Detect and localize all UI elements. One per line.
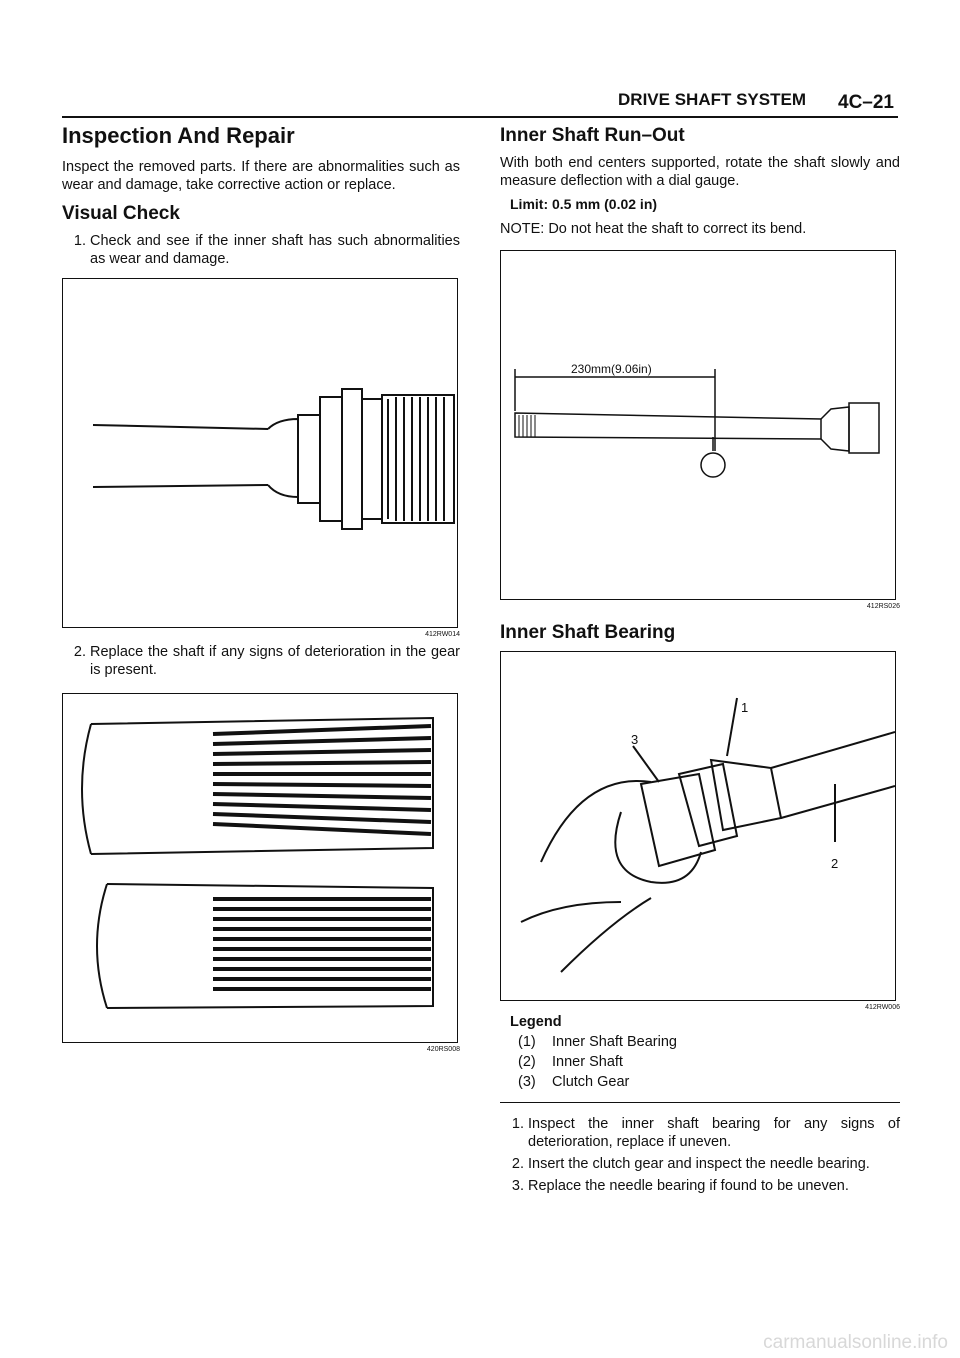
- legend-number: (2): [518, 1054, 536, 1070]
- figure-inner-shaft: [62, 278, 458, 628]
- step-number: 2.: [511, 1156, 524, 1172]
- figure-code: 412RW006: [865, 1004, 900, 1011]
- step-number: 2.: [73, 644, 86, 660]
- bearing-step-2: [500, 1155, 900, 1173]
- step-number: 3.: [511, 1178, 524, 1194]
- gear-splines-illustration: [63, 694, 457, 1042]
- step-number: 1.: [511, 1116, 524, 1132]
- bearing-heading: Inner Shaft Bearing: [500, 622, 676, 643]
- figure-gear-splines: [62, 693, 458, 1043]
- legend-title: Legend: [510, 1014, 562, 1030]
- runout-illustration: [501, 251, 895, 599]
- figure-bearing: [500, 651, 896, 1001]
- figure-code: 412RW014: [425, 631, 460, 638]
- callout-1: 1: [741, 700, 749, 715]
- step-text: Replace the shaft if any signs of deterioration in the gear is present.: [90, 644, 460, 678]
- step-number: 1.: [73, 233, 86, 249]
- legend-item: [510, 1072, 900, 1092]
- inner-shaft-illustration: [63, 279, 457, 627]
- runout-heading: Inner Shaft Run–Out: [500, 125, 685, 146]
- legend-number: (3): [518, 1074, 536, 1090]
- left-column: [62, 122, 460, 1054]
- divider: [500, 1102, 900, 1103]
- figure-code: 412RS026: [866, 603, 900, 610]
- legend-label: Inner Shaft Bearing: [552, 1034, 677, 1050]
- page-header: [62, 86, 898, 118]
- runout-note: NOTE: Do not heat the shaft to correct its bend.: [500, 221, 807, 237]
- legend-item: [510, 1032, 900, 1052]
- figure-code: 420RS008: [426, 1046, 460, 1053]
- step-text: Check and see if the inner shaft has such abnormalities as wear and damage.: [90, 233, 460, 267]
- watermark[interactable]: carmanualsonline.info: [763, 1332, 948, 1353]
- inspection-title: Inspection And Repair: [62, 123, 295, 148]
- callout-3: 3: [631, 732, 639, 747]
- runout-text: With both end centers supported, rotate the shaft slowly and measure deflection with a dial gauge.: [500, 155, 900, 189]
- bearing-illustration: [501, 652, 895, 1000]
- inspection-intro: Inspect the removed parts. If there are abnormalities such as wear and damage, take corrective action or replace.: [62, 159, 460, 193]
- step-text: Inspect the inner shaft bearing for any signs of deterioration, replace if uneven.: [528, 1116, 900, 1150]
- legend-item: [510, 1052, 900, 1072]
- visual-step-1: [62, 232, 460, 268]
- visual-step-2: [62, 643, 460, 679]
- legend-label: Clutch Gear: [552, 1074, 630, 1090]
- legend-number: (1): [518, 1034, 536, 1050]
- right-column: [500, 122, 900, 1199]
- legend: [510, 1012, 900, 1092]
- step-text: Replace the needle bearing if found to be uneven.: [528, 1178, 849, 1194]
- visual-check-heading: Visual Check: [62, 203, 180, 224]
- figure-runout: [500, 250, 896, 600]
- legend-label: Inner Shaft: [552, 1054, 623, 1070]
- step-text: Insert the clutch gear and inspect the needle bearing.: [528, 1156, 870, 1172]
- bearing-step-3: [500, 1177, 900, 1195]
- page-number: 4C–21: [838, 92, 894, 113]
- bearing-step-1: [500, 1115, 900, 1151]
- runout-limit: Limit: 0.5 mm (0.02 in): [510, 196, 658, 212]
- callout-2: 2: [831, 856, 839, 871]
- dimension-label: 230mm(9.06in): [571, 362, 652, 376]
- section-title: DRIVE SHAFT SYSTEM: [618, 90, 806, 109]
